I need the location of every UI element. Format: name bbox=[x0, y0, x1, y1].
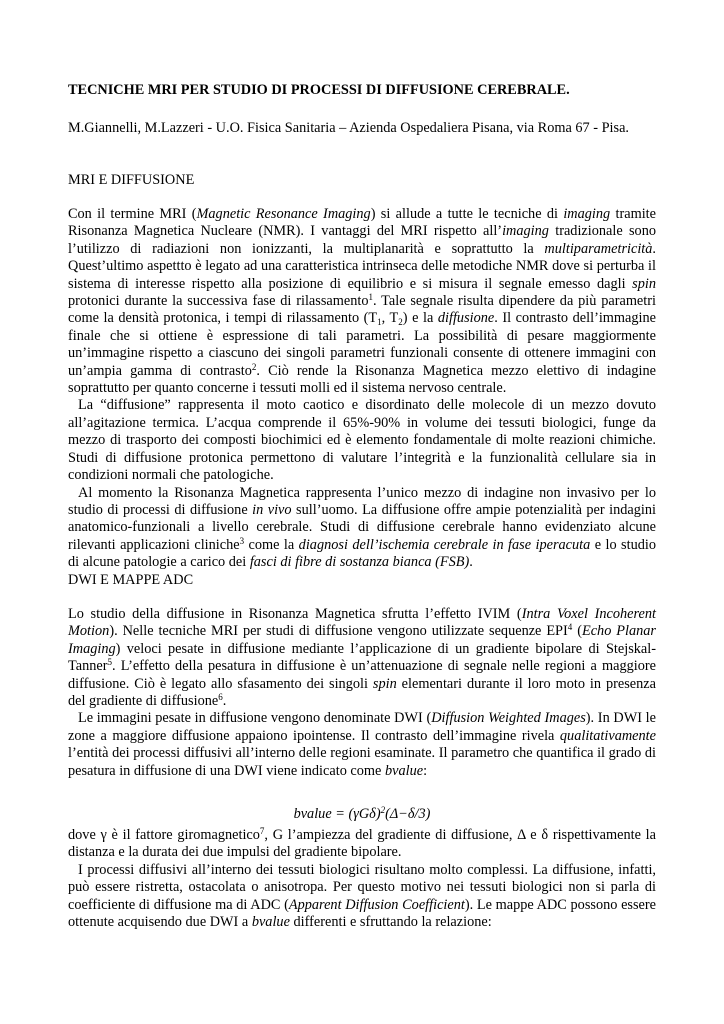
section-mri-body bbox=[68, 206, 656, 572]
footnote-ref: 4 bbox=[567, 622, 573, 633]
footnote-ref: 1 bbox=[368, 292, 373, 303]
document-page bbox=[68, 82, 657, 931]
document-title: TECNICHE MRI PER STUDIO DI PROCESSI DI DIFFUSIONE CEREBRALE. bbox=[68, 82, 570, 98]
footnote-ref: 2 bbox=[251, 361, 257, 372]
section-dwi-continued bbox=[68, 827, 656, 931]
footnote-ref: 5 bbox=[107, 657, 112, 668]
footnote-ref: 3 bbox=[239, 535, 245, 546]
paragraph-mri-clinical: Al momento la Risonanza Magnetica rappresenta l’unico mezzo di indagine non invasivo per lo studio di processi di diffusione in vivo sull’uomo. La diffusione offre ampie potenzialità per indagini anatomico-funzionali a livello cerebrale. Studi di diffusione cerebrale hanno evidenziato alcune rilevanti applicazioni cliniche$^3$ come la diagnosi dell’ischemia cerebrale in fase iperacuta e lo studio di alcune patologie a carico dei fasci di fibre di sostanza bianca (FSB). bbox=[68, 484, 656, 571]
paragraph-dwi: Le immagini pesate in diffusione vengono denominate DWI (Diffusion Weighted Images). In DWI le zone a maggiore diffusione appaiono ipointense. Il contrasto dell’immagine rivela qualitativamente l’entità dei processi diffusivi all’interno delle regioni esaminate. Il parametro che quantifica il grado di pesatura in diffusione di una DWI viene indicato come bvalue: bbox=[68, 710, 656, 779]
paragraph-formula-legend: dove γ è il fattore giromagnetico$^7$, G l’ampiezza del gradiente di diffusione, Δ e δ rispettivamente la distanza e la durata dei due impulsi del gradiente bipolare. bbox=[68, 826, 657, 861]
paragraph-adc: I processi diffusivi all’interno dei tessuti biologici risultano molto complessi. La diffusione, infatti, può essere ristretta, ostacolata o anisotropa. Per questo motivo nei tessuti biologici non si parla di coefficiente di diffusione ma di ADC (Apparent Diffusion Coefficient). Le mappe ADC possono essere ottenute acquisendo due DWI a bvalue differenti e sfruttando la relazione: bbox=[68, 861, 656, 931]
paragraph-diffusion-definition: La “diffusione” rappresenta il moto caotico e disordinato delle molecole di un mezzo dovuto all’agitazione termica. L’acqua comprende il 65%-90% in volume dei tessuti biologici, funge da mezzo di trasporto dei composti biochimici ed è elemento fondamentale di molte reazioni chimiche. Studi di diffusione protonica permettono di valutare l’integrità e la funzionalità cellulare sia in condizioni normali che patologiche. bbox=[68, 397, 656, 484]
paragraph-mri-intro: Con il termine MRI (Magnetic Resonance Imaging) si allude a tutte le tecniche di imaging tramite Risonanza Magnetica Nucleare (NMR). I vantaggi del MRI rispetto all’imaging tradizionale sono l’utilizzo di radiazioni non ionizzanti, la multiplanarità e soprattutto la multiparametricità. Quest’ultimo aspettto è legato ad una caratteristica intrinseca delle metodiche NMR dove si perturba il sistema di interesse rispetto alla posizione di equilibrio e si misura il segnale emesso dagli spin protonici durante la successiva fase di rilassamento$^1$. Tale segnale risulta dipendere da più parametri come la densità protonica, i tempi di rilassamento ($T_1$, $T_2$) e la diffusione. Il contrasto dell’immagine finale che si ottiene è espressione di tali parametri. La possibilità di pesare maggiormente un’immagine rispetto a ciascuno dei singoli parametri funzionali consente di ottenere immagini con un’ampia gamma di contrasto$^2$. Ciò rende la Risonanza Magnetica mezzo elettivo di indagine soprattutto per quanto concerne i tessuti molli ed il sistema nervoso centrale. bbox=[68, 206, 657, 397]
paragraph-ivim: Lo studio della diffusione in Risonanza Magnetica sfrutta l’effetto IVIM (Intra Voxel Incoherent Motion). Nelle tecniche MRI per studi di diffusione vengono utilizzate sequenze EPI$^4$ (Echo Planar Imaging) veloci pesate in diffusione mediante l’applicazione di un gradiente bipolare di Stejskal-Tanner$^5$. L’effetto della pesatura in diffusione è un’attenuazione di segnale nelle regioni a maggiore diffusione. Ciò è legato allo sfasamento dei singoli spin elementari durante il loro moto in presenza del gradiente di diffusione$^6$. bbox=[68, 606, 656, 710]
section-dwi-body bbox=[68, 606, 656, 780]
authors-line: M.Giannelli, M.Lazzeri - U.O. Fisica Sanitaria – Azienda Ospedaliera Pisana, via Roma 67 - Pisa. bbox=[68, 120, 630, 136]
section-heading-dwi: DWI E MAPPE ADC bbox=[68, 572, 194, 588]
footnote-ref: 6 bbox=[218, 692, 223, 703]
section-heading-mri: MRI E DIFFUSIONE bbox=[68, 172, 195, 188]
bvalue-formula: bvalue = $(\gamma G\delta)^2(\Delta-\delta/3)$ bbox=[293, 805, 431, 823]
footnote-ref: 7 bbox=[259, 826, 265, 836]
